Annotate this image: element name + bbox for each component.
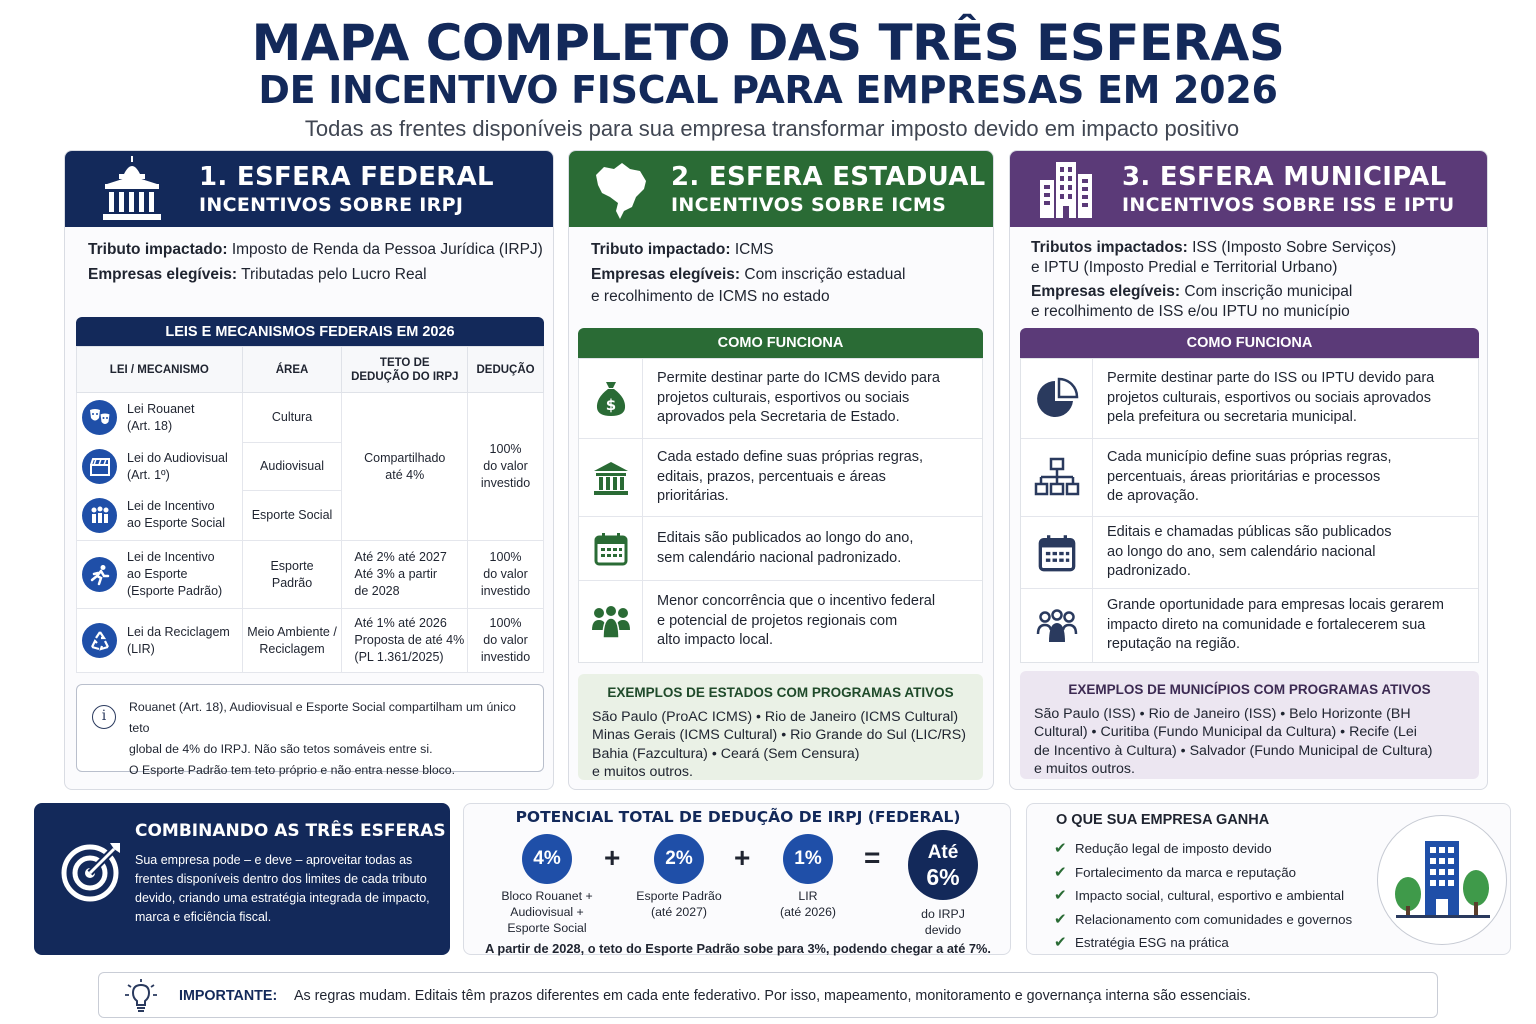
text-line1: Permite destinar parte do ISS ou IPTU devido para [1107, 370, 1435, 387]
teto-line2: Até 3% a partir [354, 567, 438, 581]
circle-1-label [482, 888, 612, 936]
combining-text: Sua empresa pode – e deve – aproveitar todas as frentes disponíveis dentro dos limites de cada tributo devido, criando uma estratégia integrada de impacto, marca e eficiência fiscal. [135, 853, 430, 924]
estadual-card-header [569, 151, 993, 227]
clapperboard-icon [82, 449, 117, 484]
area-line1: Meio Ambiente / [247, 624, 337, 639]
list-item [579, 359, 982, 439]
municipal-examples [1020, 671, 1479, 779]
list-item [579, 581, 982, 662]
text-line2: projetos culturais, esportivos ou sociais [657, 389, 910, 406]
federal-subtitle: INCENTIVOS SOBRE IRPJ [199, 194, 464, 216]
page-subtitle: Todas as frentes disponíveis para sua empresa transformar imposto devido em impacto positivo [304, 116, 1240, 141]
list-item-text [643, 369, 940, 428]
gain-text: Impacto social, cultural, esportivo e ambiental [1075, 888, 1345, 903]
area-line2: Reciclagem [259, 641, 325, 656]
col-header-lei: LEI / MECANISMO [77, 347, 243, 393]
checkmark-icon: ✔ [1054, 934, 1067, 951]
gain-text: Relacionamento com comunidades e governos [1075, 911, 1353, 927]
gain-text: Redução legal de imposto devido [1075, 841, 1272, 856]
org-chart-icon [1021, 439, 1093, 516]
info-line3: O Esporte Padrão tem teto próprio e não entra nesse bloco. [129, 763, 456, 777]
community-icon [1021, 589, 1093, 662]
estadual-tributo-value: ICMS [734, 241, 774, 258]
important-notice [98, 972, 1438, 1018]
total-line2: 6% [926, 864, 960, 890]
page-title-line1: MAPA COMPLETO DAS TRÊS ESFERAS [251, 14, 1285, 72]
svg-text:$: $ [605, 395, 616, 414]
text-line2: impacto direto na comunidade e fortalecerem sua [1107, 616, 1426, 633]
circle-2-label [624, 888, 734, 920]
text-line3: pela prefeitura ou secretaria municipal. [1107, 409, 1357, 426]
deducao-line1: 100% [489, 616, 522, 630]
gains-list [1054, 837, 1352, 955]
label-line2: Audiovisual + [510, 905, 584, 919]
list-item-text [1093, 448, 1392, 507]
label-line2: devido [924, 923, 962, 937]
law-deducao [468, 541, 544, 609]
law-deducao [468, 609, 544, 673]
text-line1: Menor concorrência que o incentivo federal [657, 593, 936, 610]
examples-title: EXEMPLOS DE ESTADOS COM PROGRAMAS ATIVOS [607, 685, 954, 700]
gain-text: Fortalecimento da marca e reputação [1075, 864, 1296, 880]
municipal-title: 3. ESFERA MUNICIPAL [1122, 162, 1447, 192]
gains-title: O QUE SUA EMPRESA GANHA [1056, 812, 1270, 828]
text-line1: Permite destinar parte do ICMS devido para [657, 370, 940, 387]
municipal-elegiveis-value-line1: Com inscrição municipal [1184, 283, 1353, 300]
checkmark-icon: ✔ [1054, 840, 1067, 857]
money-bag-icon [579, 359, 643, 438]
table-row [77, 541, 544, 609]
deducao-line2: do valor [483, 459, 528, 473]
list-item [1021, 439, 1478, 517]
federal-card [64, 150, 554, 790]
shared-teto-line2: até 4% [385, 467, 425, 482]
federal-info-box [76, 684, 544, 777]
law-name-line2: (Art. 1º) [127, 467, 170, 482]
list-item [1054, 931, 1352, 955]
municipal-subtitle: INCENTIVOS SOBRE ISS E IPTU [1122, 194, 1455, 216]
building-trees-icon [1377, 815, 1507, 945]
list-item-text [643, 592, 935, 651]
shared-teto-cell [342, 393, 468, 541]
col-header-teto: TETO DE DEDUÇÃO DO IRPJ [342, 347, 468, 393]
municipal-how-title: COMO FUNCIONA [1020, 328, 1479, 358]
estadual-subtitle: INCENTIVOS SOBRE ICMS [671, 194, 947, 216]
law-teto [342, 541, 468, 609]
label-line2: (até 2027) [650, 905, 708, 919]
municipal-elegiveis-value-line2: e recolhimento de ISS e/ou IPTU no município [1031, 303, 1350, 320]
municipal-tributos-value-line2: e IPTU (Imposto Predial e Territorial Urbano) [1031, 259, 1338, 276]
equals-operator: = [864, 842, 881, 873]
table-row [77, 609, 544, 673]
estadual-how-title: COMO FUNCIONA [578, 328, 983, 358]
brazil-map-icon [569, 157, 671, 221]
list-item-text [643, 529, 913, 568]
total-label [893, 906, 993, 938]
text-line3: alto impacto local. [657, 632, 774, 649]
calendar-icon [1021, 517, 1093, 588]
law-area: Audiovisual [242, 443, 342, 491]
pie-chart-icon [1021, 359, 1093, 438]
text-line2: editais, prazos, percentuais e áreas [657, 468, 886, 485]
examples-line2: Minas Gerais (ICMS Cultural) • Rio Grande do Sul (LIC/RS) [592, 727, 966, 743]
deducao-line3: investido [480, 476, 531, 490]
list-item [1054, 837, 1352, 861]
deducao-line1: 100% [489, 442, 522, 456]
col-header-area: ÁREA [242, 347, 342, 393]
label-line3: Esporte Social [507, 921, 587, 935]
federal-laws-table [76, 346, 544, 673]
lightbulb-icon [125, 979, 157, 1024]
list-item [1054, 908, 1352, 932]
deducao-line2: do valor [483, 567, 528, 581]
area-line2: Padrão [271, 575, 313, 590]
text-line1: Cada estado define suas próprias regras, [657, 449, 923, 466]
law-name-line1: Lei da Reciclagem [127, 624, 230, 639]
examples-title: EXEMPLOS DE MUNICÍPIOS COM PROGRAMAS ATIVOS [1068, 682, 1431, 697]
label-line1: Esporte Padrão [636, 889, 722, 903]
page-title-line2: DE INCENTIVO FISCAL PARA EMPRESAS EM 2026 [258, 68, 1278, 112]
law-area: Cultura [242, 393, 342, 443]
recycle-icon [82, 623, 117, 658]
law-teto [342, 609, 468, 673]
law-name-line2: (LIR) [127, 641, 155, 656]
total-line1: Até [927, 842, 959, 863]
info-line1: Rouanet (Art. 18), Audiovisual e Esporte Social compartilham um único teto [129, 700, 516, 735]
law-name-line2: (Art. 18) [127, 418, 173, 433]
federal-card-header [65, 151, 553, 227]
text-line3: padronizado. [1107, 563, 1191, 580]
municipal-card [1009, 150, 1488, 790]
deducao-line3: investido [480, 584, 531, 598]
info-line2: global de 4% do IRPJ. Não são tetos somáveis entre si. [129, 742, 433, 756]
gains-panel [1026, 803, 1511, 955]
text-line2: ao longo do ano, sem calendário nacional [1107, 543, 1376, 560]
law-name-line2: ao Esporte [127, 567, 188, 581]
deducao-line3: investido [480, 650, 531, 664]
table-row [77, 393, 544, 443]
circle-4-percent: 4% [522, 834, 572, 884]
important-text: As regras mudam. Editais têm prazos diferentes em cada ente federativo. Por isso, mapeamento, monitoramento e governança interna são essenciais. [294, 988, 1251, 1004]
law-name-line1: Lei de Incentivo [127, 550, 215, 564]
law-name-line3: (Esporte Padrão) [127, 584, 223, 598]
potential-note: A partir de 2028, o teto do Esporte Padrão sobe para 3%, podendo chegar a até 7%. [485, 941, 991, 956]
federal-elegiveis-label: Empresas elegíveis: [88, 266, 238, 283]
estadual-how-list [578, 358, 983, 663]
text-line2: percentuais, áreas prioritárias e processos [1107, 468, 1381, 485]
law-area: Esporte Social [242, 491, 342, 541]
teto-line3: (PL 1.361/2025) [354, 650, 444, 664]
estadual-elegiveis-value-line2: e recolhimento de ICMS no estado [591, 288, 830, 305]
circle-1-percent: 1% [783, 834, 833, 884]
info-icon: i [92, 705, 116, 729]
municipal-how-list [1020, 358, 1479, 663]
estadual-title: 2. ESFERA ESTADUAL [671, 162, 986, 192]
gain-text: Estratégia ESG na prática [1075, 935, 1229, 950]
buildings-icon [1010, 158, 1122, 220]
text-line1: Cada município define suas próprias regras, [1107, 449, 1392, 466]
label-line1: LIR [798, 889, 818, 903]
examples-line2: Cultural) • Curitiba (Fundo Municipal da Cultura) • Recife (Lei [1034, 724, 1417, 740]
federal-tributo-value: Imposto de Renda da Pessoa Jurídica (IRPJ) [231, 241, 543, 258]
teto-line1: Até 2% até 2027 [354, 550, 447, 564]
law-name-line2: ao Esporte Social [127, 516, 225, 531]
list-item-text [1093, 369, 1434, 428]
checkmark-icon: ✔ [1054, 863, 1067, 881]
estadual-meta [591, 239, 905, 308]
text-line1: Editais são publicados ao longo do ano, [657, 530, 914, 546]
estadual-elegiveis-value-line1: Com inscrição estadual [744, 266, 906, 283]
text-line3: de aprovação. [1107, 488, 1199, 505]
examples-line4: e muitos outros. [1034, 761, 1135, 777]
list-item [1021, 517, 1478, 589]
runner-icon [82, 557, 117, 592]
examples-line3: de Incentivo à Cultura) • Salvador (Fundo Municipal de Cultura) [1034, 742, 1433, 759]
label-line2: (até 2026) [779, 905, 837, 919]
law-name-line1: Lei Rouanet [127, 401, 195, 416]
list-item-text [643, 448, 923, 507]
theater-masks-icon [82, 400, 117, 435]
law-name-line1: Lei de Incentivo [127, 499, 215, 514]
circle-3-label [758, 888, 858, 920]
teto-line1: Até 1% até 2026 [354, 616, 447, 630]
list-item [1054, 884, 1352, 908]
target-icon [60, 839, 124, 908]
text-line3: aprovados pela Secretaria de Estado. [657, 409, 900, 426]
people-group-icon [82, 498, 117, 533]
federal-meta [88, 239, 543, 286]
label-line1: Bloco Rouanet + [501, 889, 593, 903]
potential-panel [463, 803, 1011, 955]
law-area [242, 541, 342, 609]
shared-deducao-cell [468, 393, 544, 541]
federal-elegiveis-value: Tributadas pelo Lucro Real [241, 266, 427, 283]
checkmark-icon: ✔ [1054, 910, 1067, 928]
text-line1: Editais e chamadas públicas são publicados [1107, 524, 1392, 541]
teto-line2: Proposta de até 4% [354, 633, 465, 647]
deducao-line1: 100% [489, 550, 522, 564]
deducao-line2: do valor [483, 633, 528, 647]
text-line3: prioritárias. [657, 488, 729, 505]
shared-teto-line1: Compartilhado [364, 450, 446, 465]
estadual-tributo-label: Tributo impactado: [591, 241, 731, 258]
municipal-tributos-value-line1: ISS (Imposto Sobre Serviços) [1192, 239, 1397, 256]
combining-panel [34, 803, 450, 955]
examples-line4: e muitos outros. [592, 764, 693, 780]
important-label: IMPORTANTE: [179, 988, 278, 1004]
municipal-meta [1031, 238, 1396, 322]
municipal-card-header [1010, 151, 1487, 227]
potential-title: POTENCIAL TOTAL DE DEDUÇÃO DE IRPJ (FEDERAL) [515, 808, 961, 826]
plus-operator: + [604, 842, 621, 873]
text-line1: Grande oportunidade para empresas locais gerarem [1107, 597, 1444, 614]
label-line1: do IRPJ [921, 907, 965, 921]
col-header-deducao: DEDUÇÃO [468, 347, 544, 393]
list-item-text [1093, 523, 1392, 582]
municipal-elegiveis-label: Empresas elegíveis: [1031, 283, 1181, 300]
estadual-examples [578, 674, 983, 780]
text-line2: e potencial de projetos regionais com [657, 612, 898, 629]
government-building-icon [579, 439, 643, 516]
examples-line1: São Paulo (ProAC ICMS) • Rio de Janeiro (ICMS Cultural) [592, 708, 959, 725]
calendar-icon [579, 517, 643, 580]
law-name-line1: Lei do Audiovisual [127, 450, 228, 465]
area-line1: Esporte [270, 558, 314, 573]
list-item-text [1093, 596, 1444, 655]
federal-title: 1. ESFERA FEDERAL [199, 162, 494, 192]
list-item [579, 439, 982, 517]
total-circle [908, 830, 978, 900]
municipal-tributos-label: Tributos impactados: [1031, 239, 1188, 256]
text-line2: sem calendário nacional padronizado. [657, 549, 902, 566]
estadual-card [568, 150, 994, 790]
teto-line3: de 2028 [354, 584, 400, 598]
text-line3: reputação na região. [1107, 636, 1241, 653]
list-item [579, 517, 982, 581]
list-item [1021, 589, 1478, 662]
circle-2-percent: 2% [654, 834, 704, 884]
plus-operator: + [734, 842, 751, 873]
estadual-elegiveis-label: Empresas elegíveis: [591, 266, 741, 283]
capitol-icon [65, 154, 199, 224]
examples-line3: Bahia (Fazcultura) • Ceará (Sem Censura) [592, 745, 860, 762]
combining-title: COMBINANDO AS TRÊS ESFERAS [135, 821, 446, 841]
checkmark-icon: ✔ [1054, 887, 1067, 904]
federal-table-title: LEIS E MECANISMOS FEDERAIS EM 2026 [76, 317, 544, 347]
list-item [1054, 861, 1352, 885]
community-icon [579, 581, 643, 662]
text-line2: projetos culturais, esportivos ou sociais aprovados [1107, 389, 1431, 406]
list-item [1021, 359, 1478, 439]
federal-tributo-label: Tributo impactado: [88, 241, 228, 258]
examples-line1: São Paulo (ISS) • Rio de Janeiro (ISS) • Belo Horizonte (BH [1034, 705, 1411, 722]
law-area [242, 609, 342, 673]
